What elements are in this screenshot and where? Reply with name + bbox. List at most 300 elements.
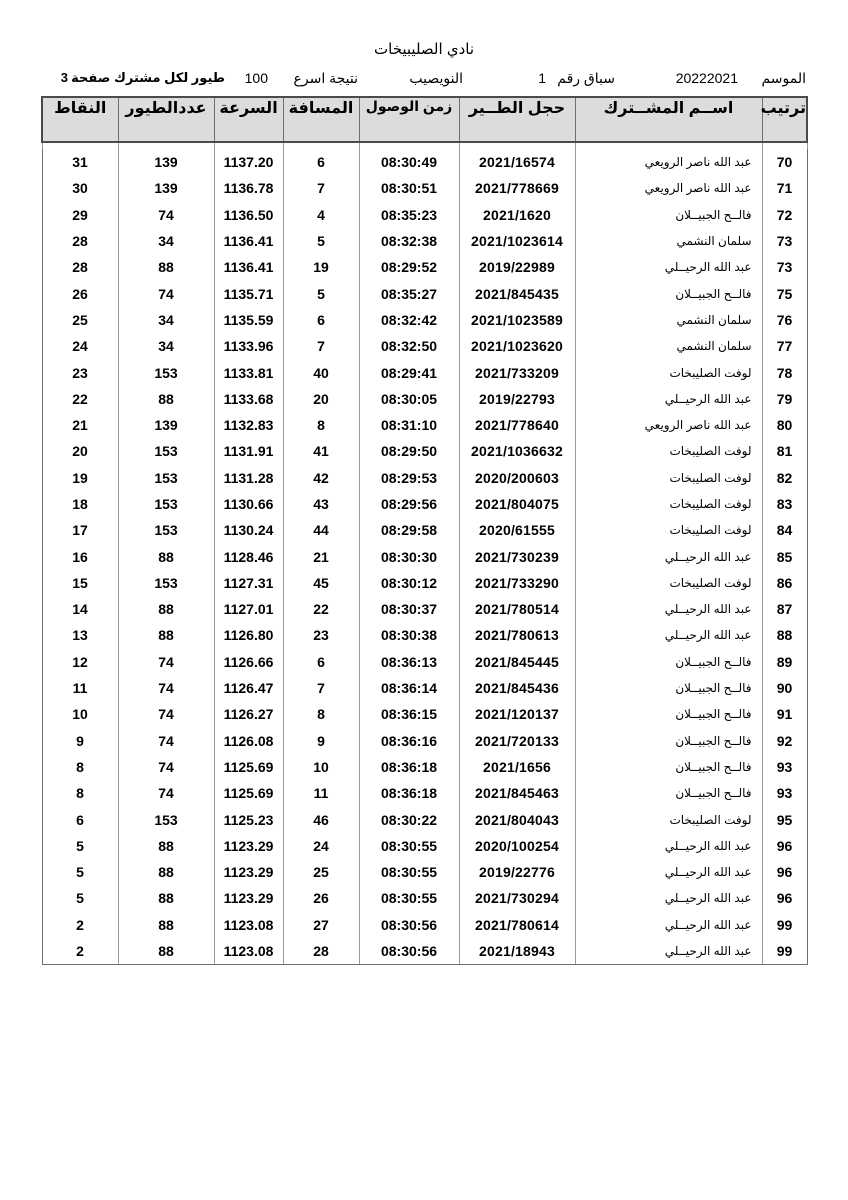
cell-points: 10 — [42, 701, 118, 727]
cell-rank: 73 — [762, 254, 807, 280]
cell-rank: 90 — [762, 675, 807, 701]
result-label: نتيجة اسرع — [293, 70, 358, 86]
cell-points: 8 — [42, 754, 118, 780]
cell-birds: 88 — [118, 254, 214, 280]
cell-points: 29 — [42, 202, 118, 228]
cell-ring: 2021/16574 — [459, 149, 575, 175]
cell-distance: 45 — [283, 570, 359, 596]
table-row — [42, 675, 807, 701]
table-row — [42, 728, 807, 754]
cell-rank: 95 — [762, 806, 807, 832]
cell-speed: 1136.41 — [214, 228, 283, 254]
cell-member: عبد الله الرحيــلي — [575, 596, 762, 622]
cell-member: فالــح الجبيــلان — [575, 280, 762, 306]
column-header-birds: عددالطيور — [118, 97, 214, 142]
race-name: النويصيب — [409, 70, 463, 86]
cell-speed: 1130.24 — [214, 517, 283, 543]
cell-ring: 2021/778640 — [459, 412, 575, 438]
cell-rank: 84 — [762, 517, 807, 543]
table-row — [42, 780, 807, 806]
cell-points: 30 — [42, 175, 118, 201]
cell-member: سلمان النشمي — [575, 228, 762, 254]
cell-arrival: 08:32:42 — [359, 307, 459, 333]
cell-speed: 1127.01 — [214, 596, 283, 622]
cell-speed: 1137.20 — [214, 149, 283, 175]
cell-points: 12 — [42, 649, 118, 675]
table-row — [42, 517, 807, 543]
cell-distance: 42 — [283, 465, 359, 491]
cell-member: سلمان النشمي — [575, 307, 762, 333]
cell-member: لوفت الصليبخات — [575, 570, 762, 596]
cell-speed: 1136.78 — [214, 175, 283, 201]
cell-rank: 96 — [762, 833, 807, 859]
cell-ring: 2021/780613 — [459, 622, 575, 648]
cell-ring: 2021/1023614 — [459, 228, 575, 254]
table-row — [42, 491, 807, 517]
cell-distance: 27 — [283, 912, 359, 938]
table-row — [42, 649, 807, 675]
cell-rank: 81 — [762, 438, 807, 464]
cell-speed: 1127.31 — [214, 570, 283, 596]
cell-speed: 1126.47 — [214, 675, 283, 701]
cell-speed: 1126.08 — [214, 728, 283, 754]
cell-points: 8 — [42, 780, 118, 806]
table-row — [42, 543, 807, 569]
cell-arrival: 08:36:13 — [359, 649, 459, 675]
cell-member: سلمان النشمي — [575, 333, 762, 359]
cell-ring: 2021/1620 — [459, 202, 575, 228]
cell-arrival: 08:29:52 — [359, 254, 459, 280]
cell-member: عبد الله ناصر الرويعي — [575, 412, 762, 438]
cell-distance: 4 — [283, 202, 359, 228]
race-number: 1 — [538, 70, 546, 86]
cell-speed: 1123.08 — [214, 938, 283, 965]
results-table — [41, 96, 808, 965]
cell-points: 28 — [42, 228, 118, 254]
cell-rank: 79 — [762, 386, 807, 412]
cell-distance: 20 — [283, 386, 359, 412]
cell-speed: 1135.71 — [214, 280, 283, 306]
cell-member: لوفت الصليبخات — [575, 465, 762, 491]
cell-points: 15 — [42, 570, 118, 596]
cell-points: 26 — [42, 280, 118, 306]
cell-member: عبد الله الرحيــلي — [575, 938, 762, 965]
cell-points: 24 — [42, 333, 118, 359]
cell-rank: 76 — [762, 307, 807, 333]
cell-ring: 2021/733209 — [459, 359, 575, 385]
cell-arrival: 08:32:38 — [359, 228, 459, 254]
cell-ring: 2021/804075 — [459, 491, 575, 517]
cell-distance: 26 — [283, 885, 359, 911]
cell-distance: 41 — [283, 438, 359, 464]
cell-birds: 74 — [118, 780, 214, 806]
cell-birds: 139 — [118, 149, 214, 175]
cell-distance: 46 — [283, 806, 359, 832]
cell-points: 18 — [42, 491, 118, 517]
cell-rank: 70 — [762, 149, 807, 175]
table-row — [42, 149, 807, 175]
season-value: 20222021 — [675, 70, 738, 86]
cell-ring: 2021/720133 — [459, 728, 575, 754]
results-body — [42, 142, 807, 965]
cell-arrival: 08:30:05 — [359, 386, 459, 412]
cell-birds: 34 — [118, 228, 214, 254]
cell-points: 21 — [42, 412, 118, 438]
cell-arrival: 08:30:51 — [359, 175, 459, 201]
cell-speed: 1126.80 — [214, 622, 283, 648]
club-title: نادي الصليبيخات — [374, 41, 474, 58]
cell-rank: 77 — [762, 333, 807, 359]
cell-member: عبد الله الرحيــلي — [575, 833, 762, 859]
cell-distance: 6 — [283, 649, 359, 675]
table-row — [42, 912, 807, 938]
column-header-rank: ترتيب — [762, 97, 807, 142]
cell-ring: 2019/22989 — [459, 254, 575, 280]
table-row — [42, 307, 807, 333]
cell-rank: 88 — [762, 622, 807, 648]
per-member-label: طيور لكل مشترك صفحة — [71, 70, 225, 85]
cell-rank: 83 — [762, 491, 807, 517]
cell-ring: 2021/804043 — [459, 806, 575, 832]
cell-birds: 74 — [118, 649, 214, 675]
cell-distance: 5 — [283, 280, 359, 306]
table-row — [42, 280, 807, 306]
cell-points: 25 — [42, 307, 118, 333]
cell-member: عبد الله الرحيــلي — [575, 859, 762, 885]
cell-speed: 1131.28 — [214, 465, 283, 491]
cell-birds: 74 — [118, 280, 214, 306]
table-row — [42, 333, 807, 359]
cell-distance: 22 — [283, 596, 359, 622]
column-header-distance: المسافة — [283, 97, 359, 142]
cell-birds: 153 — [118, 517, 214, 543]
cell-arrival: 08:36:18 — [359, 780, 459, 806]
cell-birds: 153 — [118, 359, 214, 385]
cell-points: 16 — [42, 543, 118, 569]
cell-birds: 34 — [118, 333, 214, 359]
cell-distance: 7 — [283, 175, 359, 201]
cell-birds: 88 — [118, 386, 214, 412]
cell-member: فالــح الجبيــلان — [575, 675, 762, 701]
cell-speed: 1136.41 — [214, 254, 283, 280]
birds-count: 100 — [244, 70, 268, 86]
cell-birds: 153 — [118, 491, 214, 517]
cell-rank: 82 — [762, 465, 807, 491]
cell-arrival: 08:29:50 — [359, 438, 459, 464]
cell-birds: 88 — [118, 543, 214, 569]
cell-speed: 1135.59 — [214, 307, 283, 333]
cell-speed: 1123.08 — [214, 912, 283, 938]
table-row — [42, 438, 807, 464]
cell-member: عبد الله ناصر الرويعي — [575, 149, 762, 175]
cell-member: فالــح الجبيــلان — [575, 780, 762, 806]
cell-points: 2 — [42, 912, 118, 938]
table-row — [42, 202, 807, 228]
cell-ring: 2021/1023620 — [459, 333, 575, 359]
cell-speed: 1133.96 — [214, 333, 283, 359]
cell-arrival: 08:30:49 — [359, 149, 459, 175]
cell-ring: 2020/100254 — [459, 833, 575, 859]
cell-arrival: 08:30:56 — [359, 912, 459, 938]
cell-member: فالــح الجبيــلان — [575, 701, 762, 727]
cell-ring: 2021/730294 — [459, 885, 575, 911]
cell-birds: 74 — [118, 701, 214, 727]
column-header-ring: حجل الطــير — [459, 97, 575, 142]
cell-birds: 74 — [118, 675, 214, 701]
cell-arrival: 08:29:53 — [359, 465, 459, 491]
cell-speed: 1123.29 — [214, 885, 283, 911]
table-row — [42, 465, 807, 491]
cell-rank: 73 — [762, 228, 807, 254]
cell-member: عبد الله الرحيــلي — [575, 543, 762, 569]
cell-member: لوفت الصليبخات — [575, 806, 762, 832]
cell-distance: 7 — [283, 675, 359, 701]
table-row — [42, 570, 807, 596]
cell-birds: 88 — [118, 622, 214, 648]
cell-arrival: 08:35:23 — [359, 202, 459, 228]
cell-distance: 23 — [283, 622, 359, 648]
cell-rank: 75 — [762, 280, 807, 306]
table-row — [42, 254, 807, 280]
table-row — [42, 754, 807, 780]
table-row — [42, 885, 807, 911]
cell-member: عبد الله الرحيــلي — [575, 386, 762, 412]
cell-distance: 6 — [283, 307, 359, 333]
cell-birds: 88 — [118, 596, 214, 622]
cell-speed: 1133.81 — [214, 359, 283, 385]
cell-distance: 25 — [283, 859, 359, 885]
table-row — [42, 806, 807, 832]
cell-birds: 34 — [118, 307, 214, 333]
header-row — [42, 97, 807, 142]
table-row — [42, 228, 807, 254]
cell-distance: 10 — [283, 754, 359, 780]
cell-birds: 88 — [118, 859, 214, 885]
cell-birds: 139 — [118, 175, 214, 201]
table-row — [42, 701, 807, 727]
cell-arrival: 08:30:38 — [359, 622, 459, 648]
cell-member: عبد الله ناصر الرويعي — [575, 175, 762, 201]
cell-points: 5 — [42, 885, 118, 911]
cell-member: لوفت الصليبخات — [575, 491, 762, 517]
cell-points: 31 — [42, 149, 118, 175]
cell-points: 5 — [42, 859, 118, 885]
cell-ring: 2021/18943 — [459, 938, 575, 965]
cell-rank: 92 — [762, 728, 807, 754]
cell-rank: 99 — [762, 938, 807, 965]
cell-ring: 2019/22793 — [459, 386, 575, 412]
race-number-label: سباق رقم — [557, 70, 615, 86]
cell-ring: 2021/845436 — [459, 675, 575, 701]
cell-points: 22 — [42, 386, 118, 412]
cell-speed: 1125.69 — [214, 754, 283, 780]
column-header-member: اســم المشــترك — [575, 97, 762, 142]
cell-distance: 44 — [283, 517, 359, 543]
cell-distance: 28 — [283, 938, 359, 965]
cell-rank: 89 — [762, 649, 807, 675]
cell-speed: 1136.50 — [214, 202, 283, 228]
table-row — [42, 938, 807, 965]
cell-member: لوفت الصليبخات — [575, 359, 762, 385]
cell-arrival: 08:30:12 — [359, 570, 459, 596]
season-label: الموسم — [761, 70, 806, 86]
cell-arrival: 08:30:56 — [359, 938, 459, 965]
cell-birds: 74 — [118, 202, 214, 228]
cell-points: 14 — [42, 596, 118, 622]
cell-birds: 139 — [118, 412, 214, 438]
cell-distance: 7 — [283, 333, 359, 359]
cell-ring: 2021/780514 — [459, 596, 575, 622]
cell-member: لوفت الصليبخات — [575, 517, 762, 543]
cell-birds: 88 — [118, 833, 214, 859]
cell-arrival: 08:30:55 — [359, 885, 459, 911]
cell-points: 6 — [42, 806, 118, 832]
cell-birds: 88 — [118, 912, 214, 938]
cell-ring: 2019/22776 — [459, 859, 575, 885]
cell-member: عبد الله الرحيــلي — [575, 885, 762, 911]
cell-arrival: 08:29:58 — [359, 517, 459, 543]
table-row — [42, 833, 807, 859]
cell-speed: 1123.29 — [214, 859, 283, 885]
cell-speed: 1126.66 — [214, 649, 283, 675]
cell-speed: 1131.91 — [214, 438, 283, 464]
table-row — [42, 386, 807, 412]
cell-speed: 1126.27 — [214, 701, 283, 727]
cell-points: 28 — [42, 254, 118, 280]
cell-arrival: 08:36:14 — [359, 675, 459, 701]
cell-rank: 78 — [762, 359, 807, 385]
cell-arrival: 08:30:55 — [359, 833, 459, 859]
cell-arrival: 08:32:50 — [359, 333, 459, 359]
page-number: 3 — [60, 70, 68, 85]
cell-distance: 8 — [283, 701, 359, 727]
cell-arrival: 08:36:18 — [359, 754, 459, 780]
cell-ring: 2021/120137 — [459, 701, 575, 727]
table-row — [42, 412, 807, 438]
cell-speed: 1133.68 — [214, 386, 283, 412]
cell-rank: 93 — [762, 754, 807, 780]
table-row — [42, 859, 807, 885]
cell-arrival: 08:29:56 — [359, 491, 459, 517]
cell-points: 13 — [42, 622, 118, 648]
cell-birds: 153 — [118, 570, 214, 596]
cell-rank: 72 — [762, 202, 807, 228]
cell-rank: 87 — [762, 596, 807, 622]
cell-member: فالــح الجبيــلان — [575, 754, 762, 780]
table-row — [42, 596, 807, 622]
table-row — [42, 359, 807, 385]
cell-speed: 1132.83 — [214, 412, 283, 438]
cell-birds: 74 — [118, 754, 214, 780]
cell-points: 19 — [42, 465, 118, 491]
cell-rank: 91 — [762, 701, 807, 727]
cell-arrival: 08:29:41 — [359, 359, 459, 385]
column-header-arrival: زمن الوصول — [359, 97, 459, 142]
cell-points: 23 — [42, 359, 118, 385]
cell-points: 9 — [42, 728, 118, 754]
cell-arrival: 08:31:10 — [359, 412, 459, 438]
cell-ring: 2020/200603 — [459, 465, 575, 491]
cell-arrival: 08:30:22 — [359, 806, 459, 832]
cell-distance: 19 — [283, 254, 359, 280]
cell-ring: 2021/778669 — [459, 175, 575, 201]
cell-speed: 1128.46 — [214, 543, 283, 569]
cell-distance: 43 — [283, 491, 359, 517]
cell-distance: 6 — [283, 149, 359, 175]
cell-ring: 2021/730239 — [459, 543, 575, 569]
cell-speed: 1123.29 — [214, 833, 283, 859]
cell-points: 20 — [42, 438, 118, 464]
cell-speed: 1125.23 — [214, 806, 283, 832]
cell-ring: 2021/1036632 — [459, 438, 575, 464]
cell-birds: 153 — [118, 465, 214, 491]
cell-speed: 1125.69 — [214, 780, 283, 806]
column-header-points: النقاط — [42, 97, 118, 142]
cell-arrival: 08:36:16 — [359, 728, 459, 754]
cell-points: 2 — [42, 938, 118, 965]
cell-rank: 96 — [762, 859, 807, 885]
cell-ring: 2021/1656 — [459, 754, 575, 780]
cell-distance: 9 — [283, 728, 359, 754]
cell-member: عبد الله الرحيــلي — [575, 912, 762, 938]
cell-distance: 11 — [283, 780, 359, 806]
cell-points: 5 — [42, 833, 118, 859]
cell-ring: 2021/845463 — [459, 780, 575, 806]
cell-member: عبد الله الرحيــلي — [575, 254, 762, 280]
cell-speed: 1130.66 — [214, 491, 283, 517]
cell-ring: 2021/733290 — [459, 570, 575, 596]
cell-birds: 88 — [118, 938, 214, 965]
cell-rank: 86 — [762, 570, 807, 596]
table-row — [42, 622, 807, 648]
cell-arrival: 08:30:55 — [359, 859, 459, 885]
cell-birds: 153 — [118, 806, 214, 832]
cell-distance: 8 — [283, 412, 359, 438]
cell-points: 17 — [42, 517, 118, 543]
cell-rank: 80 — [762, 412, 807, 438]
cell-birds: 88 — [118, 885, 214, 911]
cell-ring: 2021/845435 — [459, 280, 575, 306]
cell-rank: 85 — [762, 543, 807, 569]
cell-arrival: 08:30:30 — [359, 543, 459, 569]
cell-arrival: 08:30:37 — [359, 596, 459, 622]
cell-distance: 5 — [283, 228, 359, 254]
cell-birds: 74 — [118, 728, 214, 754]
cell-points: 11 — [42, 675, 118, 701]
cell-ring: 2021/845445 — [459, 649, 575, 675]
cell-rank: 99 — [762, 912, 807, 938]
cell-member: فالــح الجبيــلان — [575, 728, 762, 754]
cell-rank: 96 — [762, 885, 807, 911]
cell-ring: 2021/780614 — [459, 912, 575, 938]
cell-ring: 2021/1023589 — [459, 307, 575, 333]
table-row — [42, 175, 807, 201]
cell-member: عبد الله الرحيــلي — [575, 622, 762, 648]
cell-rank: 93 — [762, 780, 807, 806]
cell-arrival: 08:36:15 — [359, 701, 459, 727]
cell-distance: 21 — [283, 543, 359, 569]
cell-member: لوفت الصليبخات — [575, 438, 762, 464]
cell-member: فالــح الجبيــلان — [575, 202, 762, 228]
cell-rank: 71 — [762, 175, 807, 201]
cell-birds: 153 — [118, 438, 214, 464]
column-header-speed: السرعة — [214, 97, 283, 142]
cell-distance: 24 — [283, 833, 359, 859]
cell-arrival: 08:35:27 — [359, 280, 459, 306]
cell-ring: 2020/61555 — [459, 517, 575, 543]
cell-distance: 40 — [283, 359, 359, 385]
cell-member: فالــح الجبيــلان — [575, 649, 762, 675]
